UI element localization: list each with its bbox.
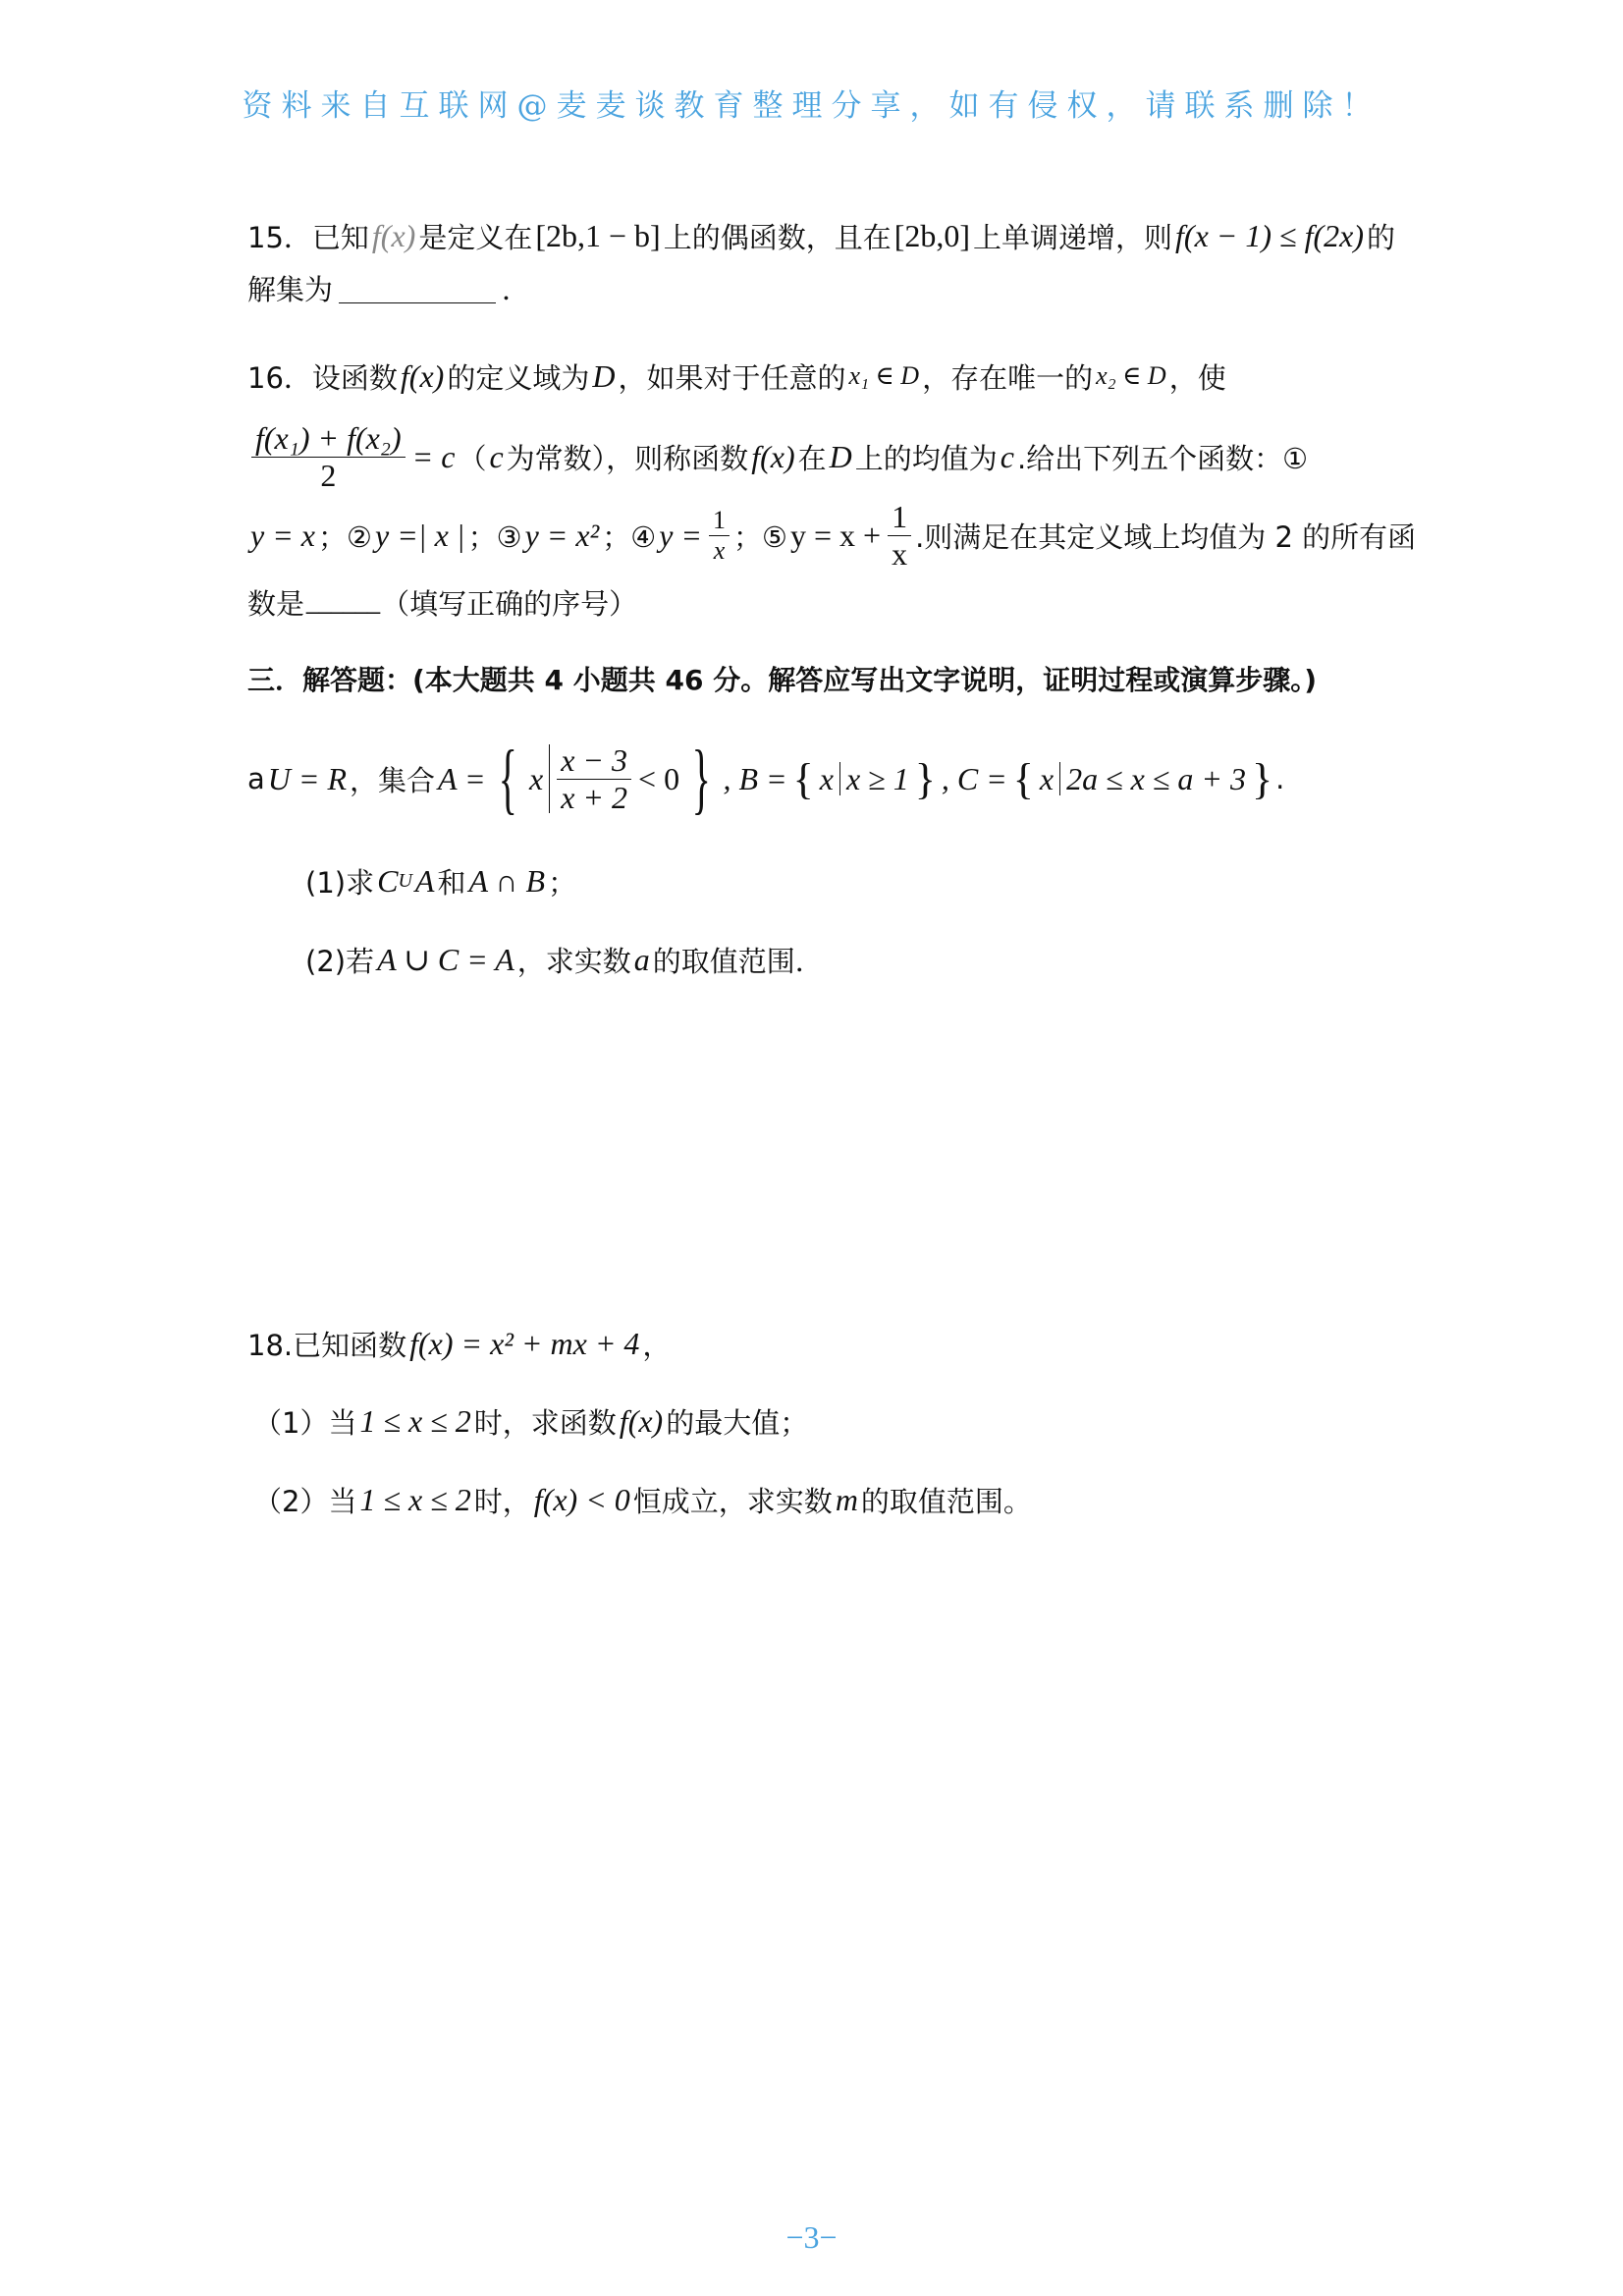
math: a [633, 941, 650, 977]
math: , B = [723, 760, 787, 796]
denominator: x + 2 [561, 779, 628, 815]
text: 在 [797, 441, 827, 475]
denominator: x [713, 535, 726, 565]
denominator: 2 [320, 457, 337, 493]
text: 时， [473, 1484, 531, 1518]
math: A [414, 862, 435, 899]
math: D [592, 357, 616, 394]
text: ；② [318, 519, 372, 554]
text: 16．设函数 [247, 360, 398, 395]
question-15-line-1 [247, 211, 1395, 260]
text: 的 [1367, 220, 1396, 254]
text: 解集为 [247, 272, 334, 306]
text: 和 [437, 865, 466, 900]
math: x [1039, 760, 1055, 796]
text: ， [642, 1328, 672, 1362]
math: x₂ ∈ D [1096, 361, 1166, 390]
math: [2b,0] [893, 217, 971, 253]
text: （1）当 [253, 1405, 357, 1440]
text: 的最大值； [666, 1405, 809, 1440]
text: .给出下列五个函数：① [1016, 441, 1309, 475]
left-brace: { [792, 754, 814, 803]
math: 1 ≤ x ≤ 2 [359, 1481, 471, 1517]
set-bar [839, 762, 840, 795]
math: x ≥ 1 [845, 760, 909, 796]
page-number: −3− [785, 2219, 838, 2255]
math: [2b,1 − b] [535, 217, 661, 253]
function-5: y = x + [789, 517, 882, 553]
text: ，如果对于任意的 [618, 360, 846, 395]
function-3: y = x² [524, 517, 600, 553]
question-18-part-2 [253, 1475, 1032, 1524]
math: f(x) = x² + mx + 4 [409, 1325, 640, 1361]
text: .则满足在其定义域上均值为 2 的所有函 [915, 519, 1417, 554]
math: A = [438, 760, 486, 796]
fraction-1-over-x [709, 506, 730, 566]
text: 上的偶函数，且在 [663, 220, 892, 254]
math: C [377, 862, 399, 899]
question-16-line-1 [247, 352, 1226, 401]
math-subscript: U [398, 869, 412, 892]
fraction-1-over-x [888, 499, 911, 573]
text: 的取值范围． [652, 944, 824, 978]
question-17-part-1 [305, 856, 576, 905]
math: , C = [941, 760, 1007, 796]
question-17-statement [247, 732, 1284, 826]
question-18-statement [247, 1319, 671, 1368]
text: . [1275, 762, 1285, 795]
math: f(x) < 0 [533, 1481, 630, 1517]
mean-fraction [251, 420, 406, 494]
question-17-part-2 [305, 935, 824, 984]
math: m [835, 1481, 858, 1517]
text: ，集合 [350, 763, 436, 797]
text: ，使 [1168, 360, 1226, 395]
math: f(x) [400, 357, 445, 394]
numerator: 1 [888, 499, 911, 536]
numerator: x − 3 [557, 742, 631, 780]
math: f(x) [751, 438, 795, 474]
left-brace: { [498, 736, 517, 822]
text: 上单调递增，则 [973, 220, 1173, 254]
text: ，存在唯一的 [922, 360, 1094, 395]
text: 恒成立，求实数 [632, 1484, 833, 1518]
function-1: y = x [250, 517, 315, 553]
text: ； [548, 865, 577, 900]
text: 时，求函数 [473, 1405, 617, 1440]
text: 15．已知 [247, 220, 369, 254]
text: 数是 [247, 586, 305, 621]
question-16-line-4 [247, 577, 637, 627]
text: 18.已知函数 [247, 1328, 407, 1362]
denominator: x [892, 535, 908, 572]
answer-blank[interactable] [339, 273, 496, 303]
math: U = R [267, 760, 348, 796]
math: x [529, 760, 544, 796]
text: ，求实数 [516, 944, 631, 978]
text: ；⑤ [732, 519, 787, 554]
text: 是定义在 [418, 220, 533, 254]
math: f(x − 1) ≤ f(2x) [1175, 217, 1364, 253]
function-2: y =| x | [375, 517, 465, 553]
math: = c [411, 438, 456, 474]
source-header: 资料来自互联网@麦麦谈教育整理分享，如有侵权，请联系删除！ [242, 88, 1381, 124]
numerator: 1 [709, 506, 730, 536]
text: （ [458, 441, 487, 475]
text: 的定义域为 [447, 360, 590, 395]
right-brace: } [1252, 754, 1273, 803]
question-15-line-2 [247, 263, 530, 312]
question-16-line-3 [247, 491, 1416, 579]
math: c [489, 438, 504, 474]
left-brace: { [1012, 754, 1034, 803]
function-4: y = [659, 517, 702, 553]
text: ；③ [467, 519, 522, 554]
text: 为常数），则称函数 [506, 441, 749, 475]
math: x₁ ∈ D [848, 361, 920, 390]
text: 的取值范围。 [860, 1484, 1032, 1518]
text: (1)求 [305, 865, 375, 900]
question-18-part-1 [253, 1396, 808, 1446]
text: (2)若 [305, 944, 375, 978]
set-bar [1059, 762, 1060, 795]
text: 上的均值为 [854, 441, 998, 475]
math: A ∪ C = A [377, 942, 514, 977]
math: f(x) [619, 1402, 664, 1439]
math: 2a ≤ x ≤ a + 3 [1066, 760, 1247, 796]
right-brace: } [914, 754, 936, 803]
text: ；④ [602, 519, 657, 554]
set-bar [549, 744, 550, 813]
text: （2）当 [253, 1484, 357, 1518]
math: f(x) [371, 217, 416, 253]
math: < 0 [638, 760, 680, 796]
section-heading: 三．解答题：(本大题共 4 小题共 46 分。解答应写出文字说明，证明过程或演算步骤。) [247, 664, 1318, 696]
numerator: f(x₁) + f(x₂) [251, 420, 406, 458]
math: A ∩ B [468, 862, 546, 899]
math: x [819, 760, 834, 796]
text: （填写正确的序号） [381, 586, 638, 621]
answer-blank[interactable]: ______ [306, 588, 380, 615]
question-16-line-2 [247, 412, 1308, 501]
right-brace: } [691, 736, 711, 822]
text: ． [502, 272, 531, 306]
math: D [829, 438, 852, 474]
fraction [557, 742, 631, 816]
math: 1 ≤ x ≤ 2 [359, 1402, 471, 1439]
math: c [1000, 438, 1014, 474]
text: a [247, 762, 265, 795]
